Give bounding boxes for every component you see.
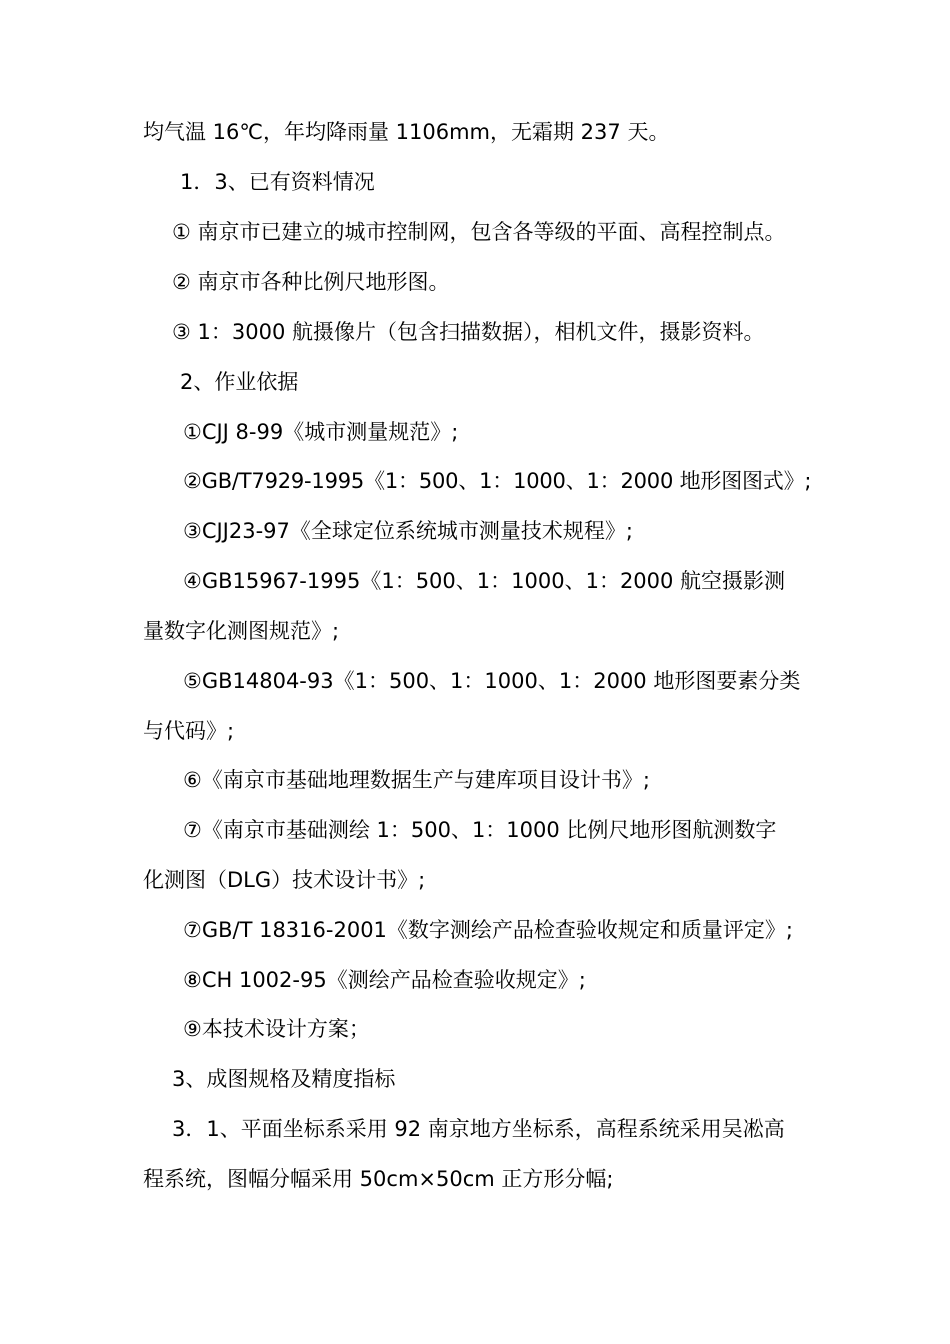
text-line-3-1-continued: 程系统，图幅分幅采用 50cm×50cm 正方形分幅; bbox=[143, 1167, 614, 1191]
reference-item-5-continued: 与代码》; bbox=[143, 719, 235, 743]
reference-item-4: ④GB15967-1995《1：500、1：1000、1：2000 航空摄影测 bbox=[183, 569, 786, 593]
text-line-climate: 均气温 16℃，年均降雨量 1106mm，无霜期 237 天。 bbox=[143, 120, 670, 144]
list-item-3: ③ 1：3000 航摄像片（包含扫描数据），相机文件，摄影资料。 bbox=[172, 320, 765, 344]
list-item-1: ① 南京市已建立的城市控制网，包含各等级的平面、高程控制点。 bbox=[172, 220, 786, 244]
reference-item-7: ⑦《南京市基础测绘 1：500、1：1000 比例尺地形图航测数字 bbox=[183, 818, 777, 842]
list-item-2: ② 南京市各种比例尺地形图。 bbox=[172, 270, 450, 294]
reference-item-2: ②GB/T7929-1995《1：500、1：1000、1：2000 地形图图式》; bbox=[183, 469, 812, 493]
reference-item-6: ⑥《南京市基础地理数据生产与建库项目设计书》; bbox=[183, 768, 650, 792]
reference-item-8: ⑧CH 1002-95《测绘产品检查验收规定》; bbox=[183, 968, 586, 992]
text-line-3-1: 3．1、平面坐标系采用 92 南京地方坐标系，高程系统采用吴凇高 bbox=[172, 1117, 785, 1141]
reference-item-4-continued: 量数字化测图规范》; bbox=[143, 619, 340, 643]
reference-item-1: ①CJJ 8-99《城市测量规范》; bbox=[183, 420, 459, 444]
reference-item-9: ⑨本技术设计方案； bbox=[183, 1017, 370, 1041]
section-heading-3: 3、成图规格及精度指标 bbox=[172, 1067, 396, 1091]
reference-item-5: ⑤GB14804-93《1：500、1：1000、1：2000 地形图要素分类 bbox=[183, 669, 801, 693]
section-heading-1-3: 1．3、已有资料情况 bbox=[180, 170, 375, 194]
reference-item-7b: ⑦GB/T 18316-2001《数字测绘产品检查验收规定和质量评定》; bbox=[183, 918, 793, 942]
section-heading-2: 2、作业依据 bbox=[180, 370, 299, 394]
reference-item-3: ③CJJ23-97《全球定位系统城市测量技术规程》; bbox=[183, 519, 633, 543]
reference-item-7-continued: 化测图（DLG）技术设计书》; bbox=[143, 868, 426, 892]
